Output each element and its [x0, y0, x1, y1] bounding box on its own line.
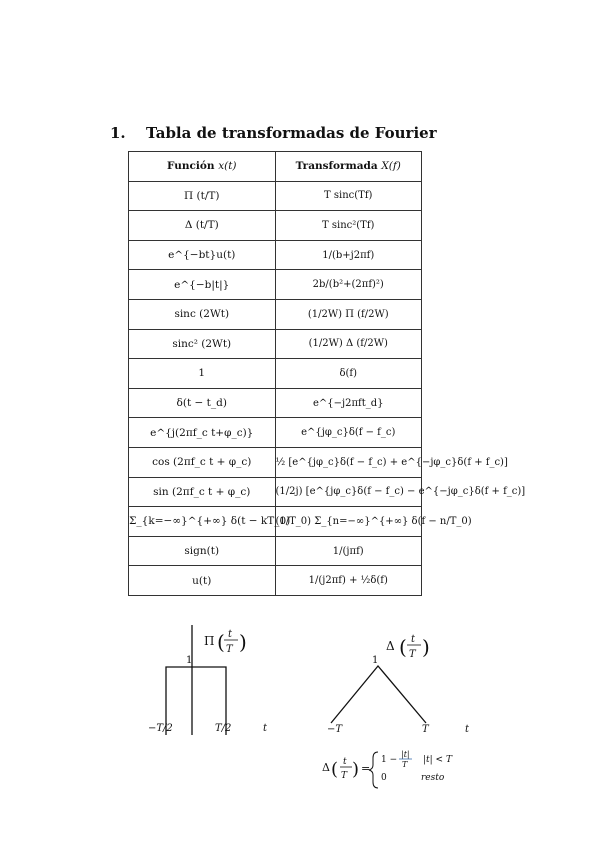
rect-open-paren: (: [217, 630, 225, 654]
function-cell: e^{−b|t|}: [129, 270, 276, 300]
def-equals: =: [361, 762, 371, 775]
section-title: Tabla de transformadas de Fourier: [146, 124, 437, 142]
tri-axis-label: t: [465, 724, 470, 735]
function-cell: e^{j(2πf_c t+φ_c)}: [129, 418, 276, 448]
triangle-pulse-figure: [327, 634, 470, 735]
rect-right-tick: T/2: [215, 723, 232, 734]
def-case1-a: 1 −: [381, 755, 398, 765]
rect-left-tick: −T/2: [148, 723, 173, 734]
transform-cell: T sinc²(Tf): [275, 211, 422, 241]
rect-close-paren: ): [239, 630, 247, 654]
transform-cell: 2b/(b²+(2πf)²): [275, 270, 422, 300]
rect-pulse-label: Π: [204, 634, 215, 648]
def-case1-cond: |t| < T: [423, 755, 452, 765]
header-transform-math: X(f): [381, 160, 401, 173]
transform-cell: (1/2W) Π (f/2W): [275, 299, 422, 329]
triangle-definition: [322, 750, 453, 788]
tri-left-tick: −T: [327, 724, 343, 735]
header-function-label: Función: [166, 160, 215, 173]
transform-cell: 1/(jπf): [275, 536, 422, 566]
function-cell: u(t): [129, 566, 276, 596]
transform-cell: (1/2W) Δ (f/2W): [275, 329, 422, 359]
function-cell: δ(t − t_d): [129, 388, 276, 418]
function-cell: cos (2πf_c t + φ_c): [129, 447, 276, 477]
tri-right-tick: T: [422, 724, 429, 735]
function-cell: sin (2πf_c t + φ_c): [129, 477, 276, 507]
def-arg-den: T: [341, 771, 348, 781]
function-cell: sinc (2Wt): [129, 299, 276, 329]
transform-cell: 1/(b+j2πf): [275, 240, 422, 270]
def-case2-cond: resto: [421, 773, 445, 783]
transform-cell: e^{−j2πft_d}: [275, 388, 422, 418]
transform-cell: e^{jφ_c}δ(f − f_c): [275, 418, 422, 448]
transform-cell: ½ [e^{jφ_c}δ(f − f_c) + e^{−jφ_c}δ(f + f_c)]: [275, 447, 422, 477]
transform-cell: T sinc(Tf): [275, 181, 422, 211]
triangle-pulse-shape: [331, 666, 426, 723]
def-brace: [369, 752, 378, 788]
transform-cell: 1/(j2πf) + ½δ(f): [275, 566, 422, 596]
def-case2-val: 0: [381, 773, 387, 783]
function-cell: sign(t): [129, 536, 276, 566]
transform-cell: (1/2j) [e^{jφ_c}δ(f − f_c) − e^{−jφ_c}δ(f + f_c)]: [275, 477, 422, 507]
rect-height-label: 1: [186, 655, 193, 666]
rect-arg-den: T: [226, 644, 233, 655]
def-case1-den: T: [402, 760, 408, 769]
transform-cell: δ(f): [275, 359, 422, 389]
tri-height-label: 1: [372, 655, 379, 666]
def-case1-num: |t|: [401, 750, 410, 759]
tri-arg-den: T: [409, 649, 416, 660]
tri-arg-num: t: [411, 634, 416, 645]
function-cell: sinc² (2Wt): [129, 329, 276, 359]
tri-open-paren: (: [399, 635, 407, 659]
function-cell: Π (t/T): [129, 181, 276, 211]
header-transform-label: Transformada: [295, 160, 378, 173]
function-cell: Σ_{k=−∞}^{+∞} δ(t − kT_0): [129, 507, 276, 537]
def-arg-num: t: [343, 757, 347, 767]
function-cell: 1: [129, 359, 276, 389]
def-close-paren: ): [352, 759, 360, 780]
def-lhs-symbol: Δ: [322, 761, 330, 774]
def-open-paren: (: [331, 759, 339, 780]
rect-arg-num: t: [228, 629, 233, 640]
function-cell: e^{−bt}u(t): [129, 240, 276, 270]
tri-close-paren: ): [422, 635, 430, 659]
tri-pulse-label: Δ: [386, 639, 395, 653]
transform-cell: (1/T_0) Σ_{n=−∞}^{+∞} δ(f − n/T_0): [275, 507, 422, 537]
header-function-math: x(t): [218, 160, 237, 173]
rect-axis-label: t: [263, 723, 268, 734]
function-cell: Δ (t/T): [129, 211, 276, 241]
section-number: 1.: [110, 124, 126, 142]
rect-pulse-figure: [148, 625, 268, 735]
